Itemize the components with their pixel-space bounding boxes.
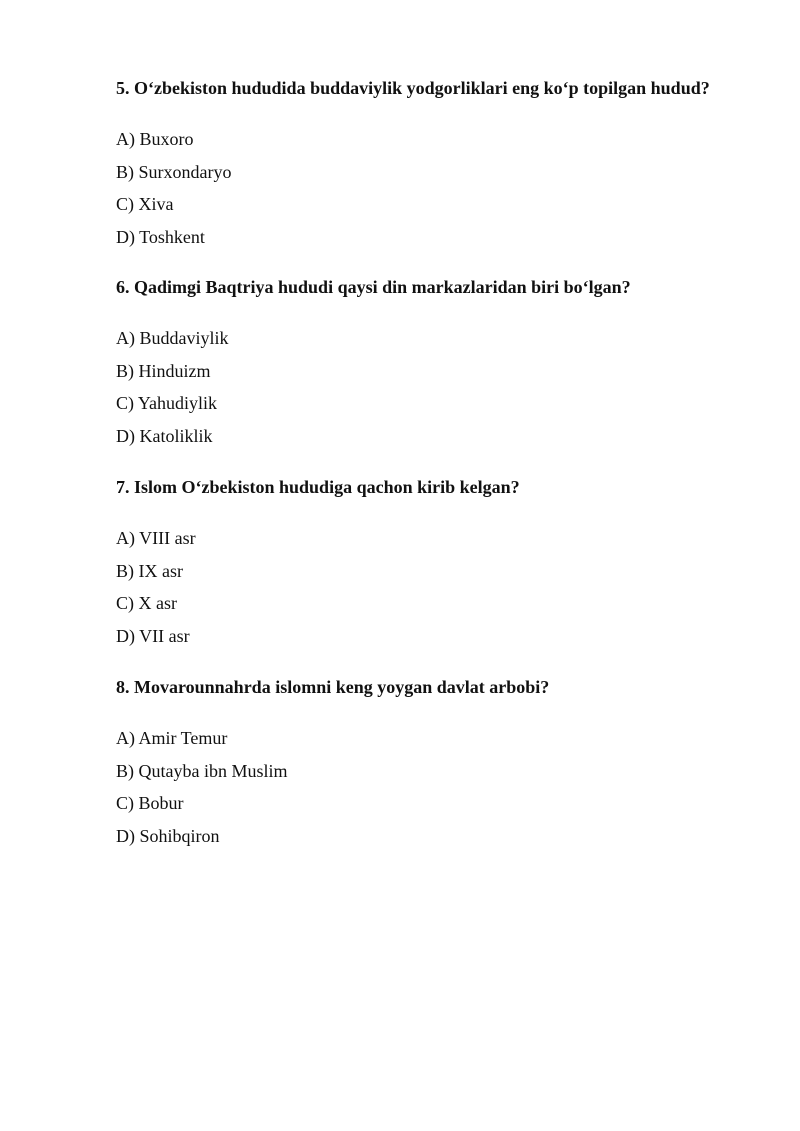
- question-5: [116, 77, 766, 258]
- question-title: 5. O‘zbekiston hududida buddaviylik yodgorliklari eng ko‘p topilgan hudud?: [116, 78, 710, 98]
- answer-option-b: B) Surxondaryo: [116, 161, 232, 182]
- answer-options: [116, 727, 766, 857]
- answer-options: [116, 128, 766, 258]
- question-title: 8. Movarounnahrda islomni keng yoygan davlat arbobi?: [116, 677, 550, 697]
- answer-option-d: D) Toshkent: [116, 226, 205, 247]
- answer-option-d: D) VII asr: [116, 625, 190, 646]
- question-7: [116, 476, 766, 657]
- answer-option-b: B) Qutayba ibn Muslim: [116, 760, 288, 781]
- answer-option-a: A) VIII asr: [116, 528, 196, 548]
- answer-options: [116, 527, 766, 657]
- question-8: [116, 676, 766, 857]
- answer-options: [116, 327, 766, 457]
- answer-option-c: C) Yahudiylik: [116, 393, 218, 413]
- question-title: 6. Qadimgi Baqtriya hududi qaysi din markazlaridan biri bo‘lgan?: [116, 277, 631, 297]
- answer-option-c: C) Xiva: [116, 194, 174, 214]
- answer-option-b: B) IX asr: [116, 560, 183, 581]
- question-6: [116, 276, 766, 457]
- answer-option-c: C) X asr: [116, 593, 177, 613]
- answer-option-a: A) Buddaviylik: [116, 328, 229, 348]
- answer-option-d: D) Katoliklik: [116, 425, 213, 446]
- answer-option-a: A) Buxoro: [116, 129, 194, 149]
- answer-option-b: B) Hinduizm: [116, 360, 211, 381]
- answer-option-c: C) Bobur: [116, 793, 184, 813]
- question-title: 7. Islom O‘zbekiston hududiga qachon kirib kelgan?: [116, 477, 520, 497]
- answer-option-a: A) Amir Temur: [116, 728, 228, 748]
- answer-option-d: D) Sohibqiron: [116, 825, 220, 846]
